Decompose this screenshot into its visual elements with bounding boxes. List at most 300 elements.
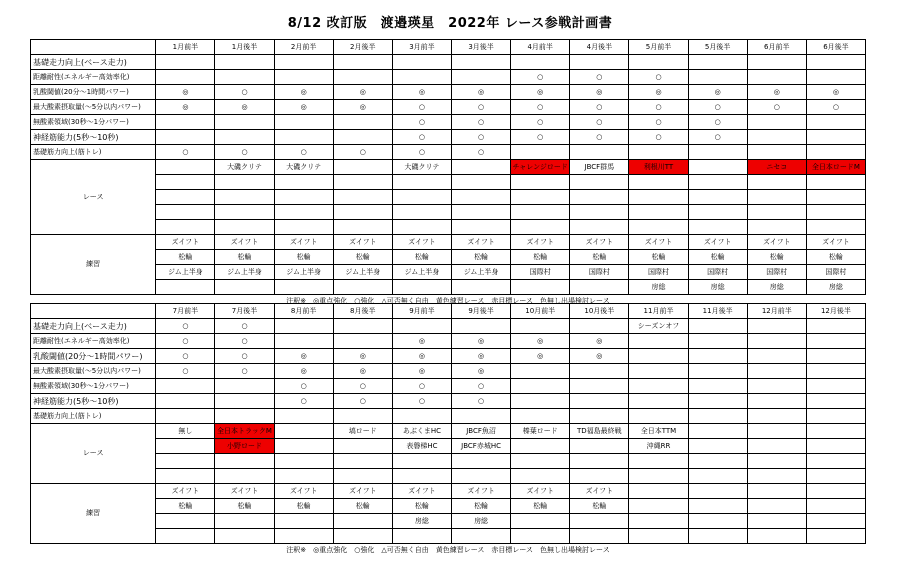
- training-row: [31, 100, 866, 115]
- training-row: [31, 334, 866, 349]
- race-cell: [392, 220, 451, 235]
- practice-cell: [570, 514, 629, 529]
- training-mark: ◎: [333, 100, 392, 115]
- training-mark: ◎: [452, 349, 511, 364]
- training-mark: ○: [570, 70, 629, 85]
- race-cell: [452, 469, 511, 484]
- race-cell: [688, 454, 747, 469]
- training-mark: [806, 394, 865, 409]
- training-mark: ○: [511, 100, 570, 115]
- training-label: 無酸素領域(30秒〜1分パワー): [31, 115, 156, 130]
- training-mark: [806, 115, 865, 130]
- race-cell: [333, 469, 392, 484]
- practice-cell: [333, 280, 392, 295]
- race-cell: JBCF魚沼: [452, 424, 511, 439]
- training-mark: ○: [688, 115, 747, 130]
- practice-cell: ジム上半身: [392, 265, 451, 280]
- schedule-table-first-half: [30, 39, 866, 308]
- training-mark: [629, 364, 688, 379]
- training-mark: ○: [392, 130, 451, 145]
- practice-cell: [570, 280, 629, 295]
- training-row: [31, 130, 866, 145]
- training-mark: ◎: [274, 85, 333, 100]
- training-mark: ○: [215, 349, 274, 364]
- training-mark: [333, 55, 392, 70]
- race-cell: [747, 220, 806, 235]
- period-header: 5月後半: [688, 40, 747, 55]
- training-mark: ○: [392, 145, 451, 160]
- training-mark: [629, 334, 688, 349]
- training-mark: [570, 319, 629, 334]
- race-cell: [333, 220, 392, 235]
- practice-cell: 松輪: [747, 250, 806, 265]
- training-mark: [806, 130, 865, 145]
- period-header: 11月前半: [629, 304, 688, 319]
- race-cell: [806, 205, 865, 220]
- practice-cell: [629, 529, 688, 544]
- practice-section-label: 練習: [31, 235, 156, 295]
- practice-cell: [806, 484, 865, 499]
- training-mark: [806, 70, 865, 85]
- practice-cell: 松輪: [570, 499, 629, 514]
- period-header: 6月前半: [747, 40, 806, 55]
- training-mark: [747, 115, 806, 130]
- race-cell: [570, 439, 629, 454]
- training-mark: ◎: [156, 100, 215, 115]
- practice-cell: 松輪: [156, 250, 215, 265]
- training-mark: ◎: [747, 85, 806, 100]
- practice-cell: [570, 529, 629, 544]
- training-mark: ○: [392, 394, 451, 409]
- training-mark: [511, 394, 570, 409]
- race-cell: [570, 454, 629, 469]
- training-mark: ○: [806, 100, 865, 115]
- practice-cell: [747, 499, 806, 514]
- race-cell: [806, 439, 865, 454]
- training-mark: ◎: [333, 349, 392, 364]
- training-mark: [333, 319, 392, 334]
- practice-cell: ズイフト: [570, 484, 629, 499]
- period-header: 7月後半: [215, 304, 274, 319]
- practice-cell: [688, 499, 747, 514]
- training-mark: [333, 409, 392, 424]
- legend-note: 注釈※ ◎重点強化 ○強化 △可否無く自由 黄色練習レース 赤目標レース 色無し出場検討レース: [286, 546, 610, 554]
- race-cell: [570, 175, 629, 190]
- training-mark: ○: [156, 319, 215, 334]
- practice-cell: 松輪: [688, 250, 747, 265]
- practice-cell: [747, 514, 806, 529]
- race-cell: TD福島最終戦: [570, 424, 629, 439]
- training-label: 神経筋能力(5秒〜10秒): [31, 394, 156, 409]
- period-header: 4月後半: [570, 40, 629, 55]
- training-mark: [806, 349, 865, 364]
- training-row: [31, 145, 866, 160]
- training-label: 距離耐性(エネルギー高効率化): [31, 70, 156, 85]
- race-cell: [156, 160, 215, 175]
- race-cell: [156, 205, 215, 220]
- training-mark: [156, 130, 215, 145]
- race-cell: [215, 205, 274, 220]
- race-row: [31, 190, 866, 205]
- training-mark: ○: [156, 334, 215, 349]
- race-cell: 全日本ロードM: [806, 160, 865, 175]
- training-mark: [806, 145, 865, 160]
- practice-cell: 松輪: [452, 250, 511, 265]
- training-mark: [511, 319, 570, 334]
- race-cell: [511, 469, 570, 484]
- period-header: 6月後半: [806, 40, 865, 55]
- training-mark: ○: [570, 115, 629, 130]
- training-mark: ◎: [215, 100, 274, 115]
- training-row: [31, 115, 866, 130]
- practice-cell: 房総: [747, 280, 806, 295]
- training-mark: [274, 55, 333, 70]
- training-mark: [215, 409, 274, 424]
- training-mark: [806, 379, 865, 394]
- practice-cell: [688, 484, 747, 499]
- race-cell: [452, 220, 511, 235]
- race-cell: [156, 190, 215, 205]
- training-mark: ○: [156, 364, 215, 379]
- training-mark: ◎: [452, 85, 511, 100]
- training-mark: [274, 130, 333, 145]
- training-mark: ○: [570, 130, 629, 145]
- period-header: 12月前半: [747, 304, 806, 319]
- training-mark: [629, 394, 688, 409]
- training-row: [31, 379, 866, 394]
- race-cell: チャレンジロード: [511, 160, 570, 175]
- race-cell: [629, 190, 688, 205]
- practice-cell: [274, 514, 333, 529]
- practice-section-label: 練習: [31, 484, 156, 544]
- training-row: [31, 349, 866, 364]
- training-row: [31, 85, 866, 100]
- practice-cell: [156, 280, 215, 295]
- training-label: 基礎走力向上(ベース走力): [31, 55, 156, 70]
- training-mark: ○: [274, 145, 333, 160]
- race-row: [31, 454, 866, 469]
- practice-cell: [629, 514, 688, 529]
- training-mark: [570, 145, 629, 160]
- training-mark: ○: [629, 70, 688, 85]
- practice-cell: [806, 499, 865, 514]
- race-cell: 利根川TT: [629, 160, 688, 175]
- practice-cell: [333, 514, 392, 529]
- practice-cell: [747, 484, 806, 499]
- race-cell: [806, 469, 865, 484]
- race-cell: [570, 220, 629, 235]
- period-header: 7月前半: [156, 304, 215, 319]
- practice-cell: [629, 499, 688, 514]
- practice-cell: 房総: [806, 280, 865, 295]
- race-cell: [156, 220, 215, 235]
- training-mark: [452, 70, 511, 85]
- training-mark: [629, 145, 688, 160]
- race-cell: [215, 469, 274, 484]
- training-mark: [215, 394, 274, 409]
- race-cell: [156, 469, 215, 484]
- race-cell: [333, 205, 392, 220]
- practice-cell: 房総: [452, 514, 511, 529]
- page-title: 8/12 改訂版 渡邉瑛星 2022年 レース参戦計画書: [287, 16, 613, 31]
- training-mark: [688, 409, 747, 424]
- practice-cell: ジム上半身: [215, 265, 274, 280]
- race-cell: [747, 454, 806, 469]
- practice-row: [31, 529, 866, 544]
- practice-cell: [629, 484, 688, 499]
- practice-cell: ズイフト: [274, 235, 333, 250]
- training-label: 距離耐性(エネルギー高効率化): [31, 334, 156, 349]
- practice-cell: [156, 514, 215, 529]
- training-mark: [688, 70, 747, 85]
- training-mark: ○: [511, 70, 570, 85]
- race-cell: [747, 439, 806, 454]
- training-mark: [688, 379, 747, 394]
- race-cell: [511, 439, 570, 454]
- practice-cell: [806, 514, 865, 529]
- race-cell: [156, 175, 215, 190]
- training-label: 最大酸素摂取量(〜5分以内パワー): [31, 364, 156, 379]
- race-section-label: レース: [31, 424, 156, 484]
- race-cell: [688, 190, 747, 205]
- practice-cell: 松輪: [215, 250, 274, 265]
- training-mark: ○: [452, 379, 511, 394]
- practice-cell: 松輪: [806, 250, 865, 265]
- race-cell: [274, 454, 333, 469]
- race-cell: [747, 175, 806, 190]
- race-cell: [747, 190, 806, 205]
- training-mark: [392, 409, 451, 424]
- practice-cell: ズイフト: [333, 484, 392, 499]
- practice-cell: 国際村: [747, 265, 806, 280]
- training-label: 基礎筋力向上(筋トレ): [31, 145, 156, 160]
- race-cell: [747, 424, 806, 439]
- race-cell: [629, 469, 688, 484]
- race-cell: [747, 205, 806, 220]
- race-cell: [333, 190, 392, 205]
- race-cell: [392, 469, 451, 484]
- race-cell: [215, 220, 274, 235]
- training-mark: ◎: [392, 349, 451, 364]
- practice-cell: [452, 529, 511, 544]
- period-header: 8月後半: [333, 304, 392, 319]
- practice-cell: ジム上半身: [156, 265, 215, 280]
- period-header: 1月前半: [156, 40, 215, 55]
- training-mark: ◎: [333, 85, 392, 100]
- practice-cell: [511, 529, 570, 544]
- training-mark: [688, 394, 747, 409]
- race-cell: 大磯クリテ: [274, 160, 333, 175]
- race-cell: 無し: [156, 424, 215, 439]
- training-mark: [688, 319, 747, 334]
- period-header: 2月前半: [274, 40, 333, 55]
- practice-row: [31, 250, 866, 265]
- training-mark: [392, 70, 451, 85]
- race-cell: 大磯クリテ: [392, 160, 451, 175]
- period-header: 3月後半: [452, 40, 511, 55]
- race-cell: [274, 424, 333, 439]
- race-cell: [392, 205, 451, 220]
- race-cell: [747, 469, 806, 484]
- race-row: [31, 424, 866, 439]
- training-mark: ◎: [570, 85, 629, 100]
- training-mark: [333, 70, 392, 85]
- practice-cell: 松輪: [392, 499, 451, 514]
- practice-cell: [392, 529, 451, 544]
- training-mark: ○: [392, 100, 451, 115]
- training-mark: [274, 70, 333, 85]
- training-mark: [511, 364, 570, 379]
- race-cell: [806, 454, 865, 469]
- practice-cell: 松輪: [511, 499, 570, 514]
- training-label: 基礎走力向上(ベース走力): [31, 319, 156, 334]
- training-mark: [747, 319, 806, 334]
- race-cell: [274, 175, 333, 190]
- race-cell: 塙ロード: [333, 424, 392, 439]
- training-label: 神経筋能力(5秒〜10秒): [31, 130, 156, 145]
- training-row: [31, 55, 866, 70]
- training-mark: ◎: [392, 334, 451, 349]
- training-mark: [629, 349, 688, 364]
- race-cell: [274, 205, 333, 220]
- practice-row: [31, 499, 866, 514]
- practice-cell: ズイフト: [215, 484, 274, 499]
- practice-cell: 松輪: [511, 250, 570, 265]
- training-mark: [688, 364, 747, 379]
- race-cell: [274, 190, 333, 205]
- training-mark: [215, 379, 274, 394]
- training-row: [31, 364, 866, 379]
- practice-cell: ズイフト: [452, 235, 511, 250]
- race-cell: [274, 220, 333, 235]
- race-cell: [688, 160, 747, 175]
- training-mark: ◎: [511, 349, 570, 364]
- training-mark: ○: [452, 100, 511, 115]
- practice-cell: 松輪: [452, 499, 511, 514]
- race-cell: [806, 175, 865, 190]
- race-cell: [215, 190, 274, 205]
- practice-cell: 松輪: [333, 250, 392, 265]
- header-corner: [31, 304, 156, 319]
- race-cell: [629, 205, 688, 220]
- race-cell: [392, 190, 451, 205]
- training-mark: ◎: [452, 334, 511, 349]
- training-mark: [570, 55, 629, 70]
- training-mark: [747, 349, 806, 364]
- practice-cell: [511, 280, 570, 295]
- training-mark: [570, 364, 629, 379]
- header-row: [31, 304, 866, 319]
- practice-cell: 松輪: [570, 250, 629, 265]
- training-mark: [511, 409, 570, 424]
- practice-cell: [688, 529, 747, 544]
- race-section-label: レース: [31, 160, 156, 235]
- race-cell: [333, 454, 392, 469]
- training-mark: ○: [688, 100, 747, 115]
- practice-cell: 国際村: [629, 265, 688, 280]
- period-header: 2月後半: [333, 40, 392, 55]
- practice-cell: 松輪: [333, 499, 392, 514]
- practice-cell: 国際村: [806, 265, 865, 280]
- training-mark: ○: [629, 115, 688, 130]
- practice-cell: 国際村: [688, 265, 747, 280]
- period-header: 4月前半: [511, 40, 570, 55]
- practice-cell: [747, 529, 806, 544]
- race-cell: 全日本TTM: [629, 424, 688, 439]
- training-mark: ○: [215, 145, 274, 160]
- practice-cell: [806, 529, 865, 544]
- training-mark: [570, 394, 629, 409]
- training-mark: [570, 409, 629, 424]
- race-cell: [274, 469, 333, 484]
- training-mark: ○: [215, 334, 274, 349]
- race-row: [31, 439, 866, 454]
- race-cell: [511, 454, 570, 469]
- training-mark: [215, 70, 274, 85]
- training-mark: [747, 130, 806, 145]
- race-cell: ニセコ: [747, 160, 806, 175]
- practice-cell: [274, 280, 333, 295]
- race-cell: [629, 454, 688, 469]
- race-cell: [688, 220, 747, 235]
- practice-cell: ズイフト: [806, 235, 865, 250]
- training-mark: ○: [333, 394, 392, 409]
- training-mark: ◎: [274, 100, 333, 115]
- training-mark: [511, 379, 570, 394]
- race-cell: [688, 469, 747, 484]
- race-cell: [215, 454, 274, 469]
- race-cell: [452, 160, 511, 175]
- training-mark: [156, 409, 215, 424]
- race-cell: [452, 175, 511, 190]
- training-mark: ○: [274, 394, 333, 409]
- training-label: 無酸素領域(30秒〜1分パワー): [31, 379, 156, 394]
- training-mark: [747, 70, 806, 85]
- practice-cell: ズイフト: [688, 235, 747, 250]
- race-cell: [629, 175, 688, 190]
- practice-cell: [156, 529, 215, 544]
- training-mark: ◎: [156, 85, 215, 100]
- training-mark: [747, 409, 806, 424]
- training-mark: [215, 115, 274, 130]
- race-cell: [806, 190, 865, 205]
- training-mark: [274, 319, 333, 334]
- training-mark: ○: [747, 100, 806, 115]
- race-cell: 表磐梯HC: [392, 439, 451, 454]
- period-header: 10月後半: [570, 304, 629, 319]
- practice-cell: ジム上半身: [452, 265, 511, 280]
- training-mark: [688, 334, 747, 349]
- race-cell: [452, 454, 511, 469]
- training-mark: ○: [452, 130, 511, 145]
- practice-cell: ズイフト: [156, 235, 215, 250]
- training-mark: [747, 55, 806, 70]
- training-mark: [747, 334, 806, 349]
- period-header: 11月後半: [688, 304, 747, 319]
- training-mark: ○: [392, 379, 451, 394]
- race-cell: [156, 454, 215, 469]
- practice-cell: [215, 529, 274, 544]
- race-cell: JBCF赤城HC: [452, 439, 511, 454]
- training-mark: [747, 394, 806, 409]
- legend-note: 注釈※ ◎重点強化 ○強化 △可否無く自由 黄色練習レース 赤目標レース 色無し出場検討レース: [286, 297, 610, 305]
- period-header: 5月前半: [629, 40, 688, 55]
- legend-row: [31, 544, 866, 558]
- training-mark: [747, 379, 806, 394]
- race-cell: JBCF群馬: [570, 160, 629, 175]
- training-mark: [392, 319, 451, 334]
- race-cell: 榛葉ロード: [511, 424, 570, 439]
